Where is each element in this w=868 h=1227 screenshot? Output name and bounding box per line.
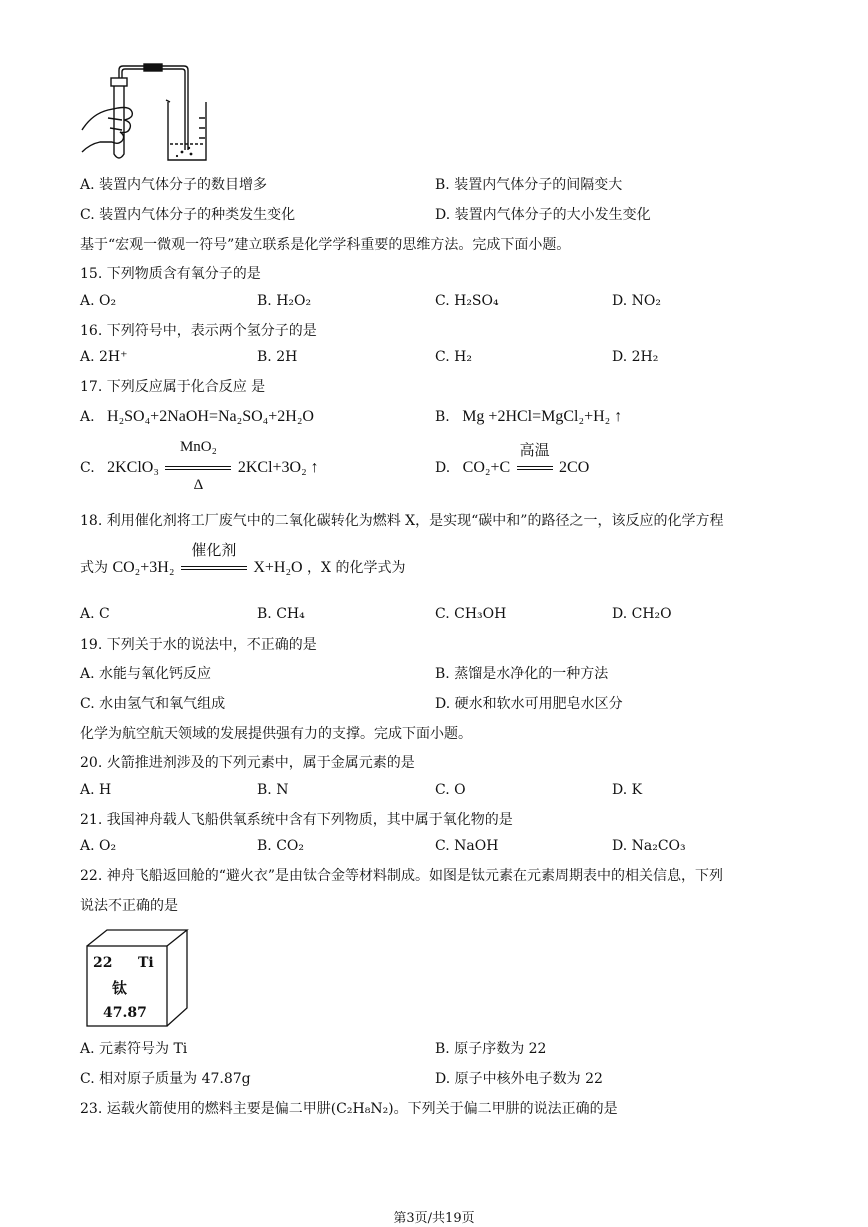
element-atomic-number: 22	[93, 955, 113, 971]
q20-option-c[interactable]: C. O	[435, 782, 466, 798]
q22-option-d[interactable]: D. 原子中核外电子数为 22	[435, 1071, 603, 1087]
q18-option-c[interactable]: C. CH₃OH	[435, 606, 507, 622]
q21-stem: 21. 我国神舟载人飞船供氧系统中含有下列物质，其中属于氧化物的是	[80, 812, 513, 828]
q19-option-d[interactable]: D. 硬水和软水可用肥皂水区分	[435, 696, 623, 712]
q16-option-c[interactable]: C. H₂	[435, 349, 472, 365]
q19-stem: 19. 下列关于水的说法中，不正确的是	[80, 637, 317, 653]
q21-options	[80, 838, 800, 858]
q18-equation-line	[80, 543, 406, 577]
q19-option-c[interactable]: C. 水由氢气和氧气组成	[80, 696, 226, 712]
q18-options	[80, 606, 800, 626]
q17-option-b[interactable]	[435, 408, 622, 426]
q17-d-label: D.	[435, 460, 451, 476]
q22-option-c[interactable]: C. 相对原子质量为 47.87g	[80, 1071, 251, 1087]
q18-eq-right: X+H₂O	[253, 559, 303, 576]
element-name: 钛	[112, 979, 128, 997]
q22-stem-line2: 说法不正确的是	[80, 898, 178, 914]
q22-options-row1	[80, 1038, 800, 1058]
q16-option-a[interactable]: A. 2H⁺	[80, 349, 128, 365]
q15-stem: 15. 下列物质含有氧分子的是	[80, 266, 261, 282]
q20-option-d[interactable]: D. K	[612, 782, 643, 798]
q17-d-condition-sign	[515, 443, 555, 477]
q17-a-equation: H₂SO₄+2NaOH=Na₂SO₄+2H₂O	[107, 408, 314, 425]
q20-options	[80, 782, 800, 802]
q17-option-a[interactable]	[80, 408, 314, 426]
q16-stem: 16. 下列符号中，表示两个氢分子的是	[80, 323, 317, 339]
q18-catalyst: 催化剂	[191, 543, 237, 559]
q15-option-b[interactable]: B. H₂O₂	[257, 293, 312, 309]
q22-option-a[interactable]: A. 元素符号为 Ti	[80, 1041, 188, 1057]
q21-option-d[interactable]: D. Na₂CO₃	[612, 838, 686, 854]
q18-eq-left: CO₂+3H₂	[112, 559, 175, 576]
q17-c-label: C.	[80, 460, 95, 476]
page-footer: 第3页/共19页	[393, 1211, 475, 1226]
q18-option-b[interactable]: B. CH₄	[257, 606, 305, 622]
q21-option-c[interactable]: C. NaOH	[435, 838, 499, 854]
element-atomic-mass: 47.87	[103, 1005, 147, 1021]
q15-option-c[interactable]: C. H₂SO₄	[435, 293, 499, 309]
q14-options-row2	[80, 204, 800, 224]
q18-line2-post: ，X 的化学式为	[307, 560, 406, 576]
q21-option-a[interactable]: A. O₂	[80, 838, 117, 854]
q22-stem-line1: 22. 神舟飞船返回舱的“避火衣”是由钛合金等材料制成。如图是钛元素在元素周期表中的相关信息，下列	[80, 868, 724, 884]
q18-option-a[interactable]: A. C	[80, 606, 110, 622]
q19-option-a[interactable]: A. 水能与氧化钙反应	[80, 666, 212, 682]
q15-options	[80, 293, 800, 313]
q20-option-a[interactable]: A. H	[80, 782, 112, 798]
q15-option-a[interactable]: A. O₂	[80, 293, 117, 309]
q17-d-right: 2CO	[559, 459, 590, 476]
q23-stem: 23. 运载火箭使用的燃料主要是偏二甲肼(C₂H₈N₂)。下列关于偏二甲肼的说法正确的是	[80, 1101, 618, 1117]
q17-stem: 17. 下列反应属于化合反应 是	[80, 379, 266, 395]
q15-option-d[interactable]: D. NO₂	[612, 293, 661, 309]
q16-options	[80, 349, 800, 369]
q17-d-left: CO₂+C	[462, 459, 511, 476]
q18-line2-pre: 式为	[80, 560, 108, 576]
apparatus-figure	[78, 62, 218, 166]
q18-condition-sign	[179, 543, 249, 577]
q17-a-label: A.	[80, 409, 95, 425]
q20-option-b[interactable]: B. N	[257, 782, 289, 798]
q18-option-d[interactable]: D. CH₂O	[612, 606, 672, 622]
q21-option-b[interactable]: B. CO₂	[257, 838, 304, 854]
intro-text-1: 基于“宏观一微观一符号”建立联系是化学学科重要的思维方法。完成下面小题。	[80, 237, 571, 253]
q14-option-c[interactable]: C. 装置内气体分子的种类发生变化	[80, 207, 296, 223]
q16-option-d[interactable]: D. 2H₂	[612, 349, 659, 365]
q22-option-b[interactable]: B. 原子序数为 22	[435, 1041, 547, 1057]
q17-d-condition: 高温	[519, 443, 550, 459]
q17-option-d[interactable]	[435, 443, 590, 477]
q22-options-row2	[80, 1068, 800, 1088]
q17-b-label: B.	[435, 409, 450, 425]
q17-c-heat: Δ	[193, 477, 204, 493]
q17-option-c[interactable]	[80, 439, 319, 493]
element-symbol: Ti	[138, 955, 154, 971]
q17-c-catalyst: MnO₂	[179, 439, 217, 455]
q14-option-a[interactable]: A. 装置内气体分子的数目增多	[80, 177, 268, 193]
q19-option-b[interactable]: B. 蒸馏是水净化的一种方法	[435, 666, 609, 682]
q17-c-condition-sign	[163, 439, 233, 493]
q16-option-b[interactable]: B. 2H	[257, 349, 298, 365]
q14-options-row1	[80, 174, 800, 194]
q19-options-row1	[80, 663, 800, 683]
q17-c-left: 2KClO₃	[107, 459, 159, 476]
q18-stem: 18. 利用催化剂将工厂废气中的二氧化碳转化为燃料 X，是实现“碳中和”的路径之一，该反应的化学方程	[80, 513, 724, 529]
q17-c-right: 2KCl+3O₂ ↑	[237, 459, 319, 476]
q14-option-d[interactable]: D. 装置内气体分子的大小发生变化	[435, 207, 651, 223]
q17-b-equation: Mg +2HCl=MgCl₂+H₂ ↑	[462, 408, 623, 425]
q19-options-row2	[80, 693, 800, 713]
intro-text-2: 化学为航空航天领域的发展提供强有力的支撑。完成下面小题。	[80, 726, 472, 742]
q14-option-b[interactable]: B. 装置内气体分子的间隔变大	[435, 177, 623, 193]
q20-stem: 20. 火箭推进剂涉及的下列元素中，属于金属元素的是	[80, 755, 415, 771]
